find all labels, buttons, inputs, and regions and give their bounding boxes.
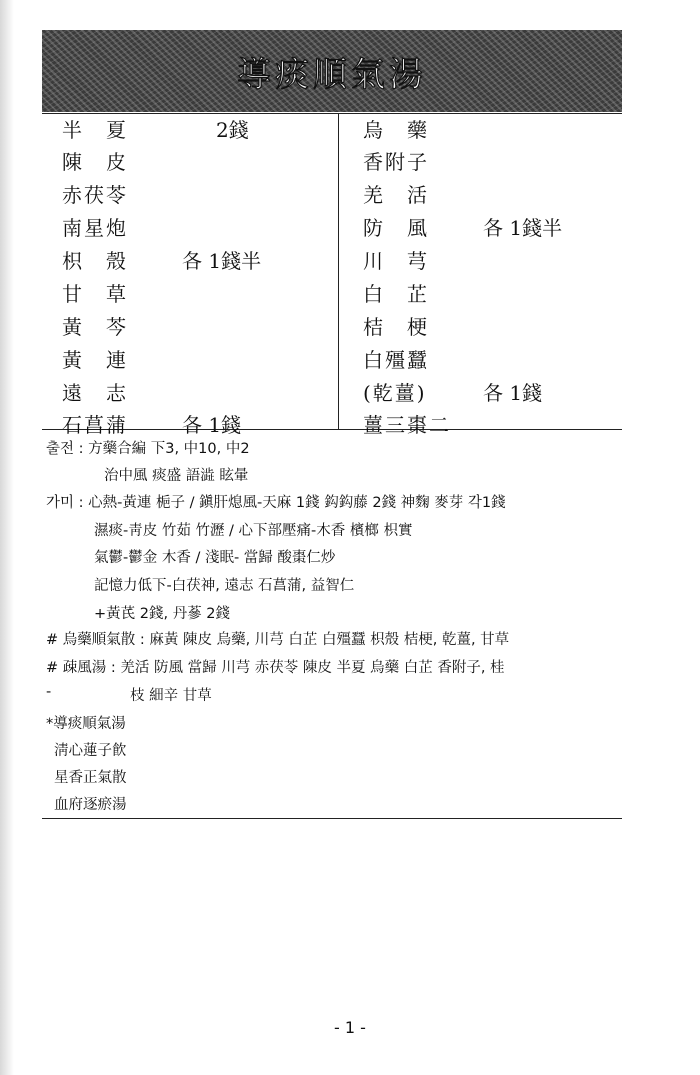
ingredient-name: 半 夏 <box>62 118 128 142</box>
ingredient-row <box>363 278 483 307</box>
column-divider <box>338 113 339 429</box>
footer-rule <box>42 818 622 819</box>
related-formula-item: 血府逐瘀湯 <box>54 797 127 813</box>
modification-note: 가미 : 心熱-黃連 梔子 / 鎭肝熄風-天麻 1錢 鈎鈎藤 2錢 神麴 麥芽 각1錢 <box>46 495 506 511</box>
ingredient-row <box>62 311 182 340</box>
ingredient-amount: 2錢 <box>216 118 249 142</box>
ingredient-name: 桔 梗 <box>363 315 429 339</box>
related-formula-note: 枝 細辛 甘草 <box>130 688 212 704</box>
related-formula-note: # 烏藥順氣散 : 麻黃 陳皮 烏藥, 川芎 白芷 白殭蠶 枳殼 桔梗, 乾薑, 甘草 <box>46 632 510 648</box>
related-formula-item: *導痰順氣湯 <box>46 716 126 732</box>
related-formula-item: 星香正氣散 <box>54 770 127 786</box>
ingredient-row <box>363 311 483 340</box>
title-banner <box>42 30 622 112</box>
ingredient-row <box>62 245 261 274</box>
ingredient-row <box>62 146 182 175</box>
ingredient-name: 薑三棗二 <box>363 413 451 437</box>
ingredient-row <box>62 278 182 307</box>
ingredient-row <box>363 179 483 208</box>
page-edge-shadow <box>0 0 14 1075</box>
indication-note: 治中風 痰盛 語澁 眩暈 <box>104 468 249 484</box>
ingredient-row <box>363 377 542 406</box>
ingredient-name: 遠 志 <box>62 381 128 405</box>
ingredient-row <box>363 344 483 373</box>
continuation-mark: - <box>46 684 52 700</box>
ingredient-row <box>62 212 182 241</box>
related-formula-item: 淸心蓮子飮 <box>54 743 127 759</box>
ingredient-name: 烏 藥 <box>363 118 429 142</box>
ingredient-row <box>62 409 241 438</box>
ingredient-row <box>363 409 483 438</box>
ingredient-name: 黃 連 <box>62 348 128 372</box>
ingredient-row <box>62 179 182 208</box>
ingredient-name: 枳 殼 <box>62 249 128 273</box>
ingredient-row <box>363 114 483 143</box>
ingredient-name: (乾薑) <box>363 381 427 405</box>
page-number: - 1 - <box>334 1018 366 1037</box>
modification-note: 氣鬱-鬱金 木香 / 淺眠- 當歸 酸棗仁炒 <box>94 550 336 566</box>
ingredient-name: 陳 皮 <box>62 150 128 174</box>
ingredient-name: 防 風 <box>363 216 429 240</box>
ingredient-name: 川 芎 <box>363 249 429 273</box>
ingredient-amount: 各 1錢 <box>182 413 242 437</box>
ingredient-name: 白殭蠶 <box>363 348 429 372</box>
ingredient-name: 南星炮 <box>62 216 128 240</box>
ingredient-row <box>363 146 483 175</box>
related-formula-note: # 疎風湯 : 羌活 防風 當歸 川芎 赤茯苓 陳皮 半夏 烏藥 白芷 香附子, 桂 <box>46 660 505 676</box>
prescription-title: 導痰順氣湯 <box>237 54 427 95</box>
ingredient-name: 赤茯苓 <box>62 183 128 207</box>
ingredient-amount: 各 1錢半 <box>182 249 262 273</box>
modification-note: 濕痰-靑皮 竹茹 竹瀝 / 心下部壓痛-木香 檳榔 枳實 <box>94 523 413 539</box>
ingredient-row <box>363 212 562 241</box>
ingredient-row <box>363 245 483 274</box>
modification-note: 記憶力低下-白茯神, 遠志 石菖蒲, 益智仁 <box>94 578 355 594</box>
source-note: 출전 : 方藥合編 下3, 中10, 中2 <box>46 441 250 457</box>
ingredient-row <box>62 377 182 406</box>
ingredient-name: 石菖蒲 <box>62 413 128 437</box>
ingredient-name: 香附子 <box>363 150 429 174</box>
ingredient-amount: 各 1錢 <box>483 381 543 405</box>
ingredient-name: 甘 草 <box>62 282 128 306</box>
ingredient-row <box>62 344 182 373</box>
ingredient-name: 黃 芩 <box>62 315 128 339</box>
ingredient-name: 羌 活 <box>363 183 429 207</box>
ingredient-row <box>62 114 249 143</box>
ingredient-name: 白 芷 <box>363 282 429 306</box>
ingredient-amount: 各 1錢半 <box>483 216 563 240</box>
modification-note: +黃芪 2錢, 丹蔘 2錢 <box>94 606 231 622</box>
